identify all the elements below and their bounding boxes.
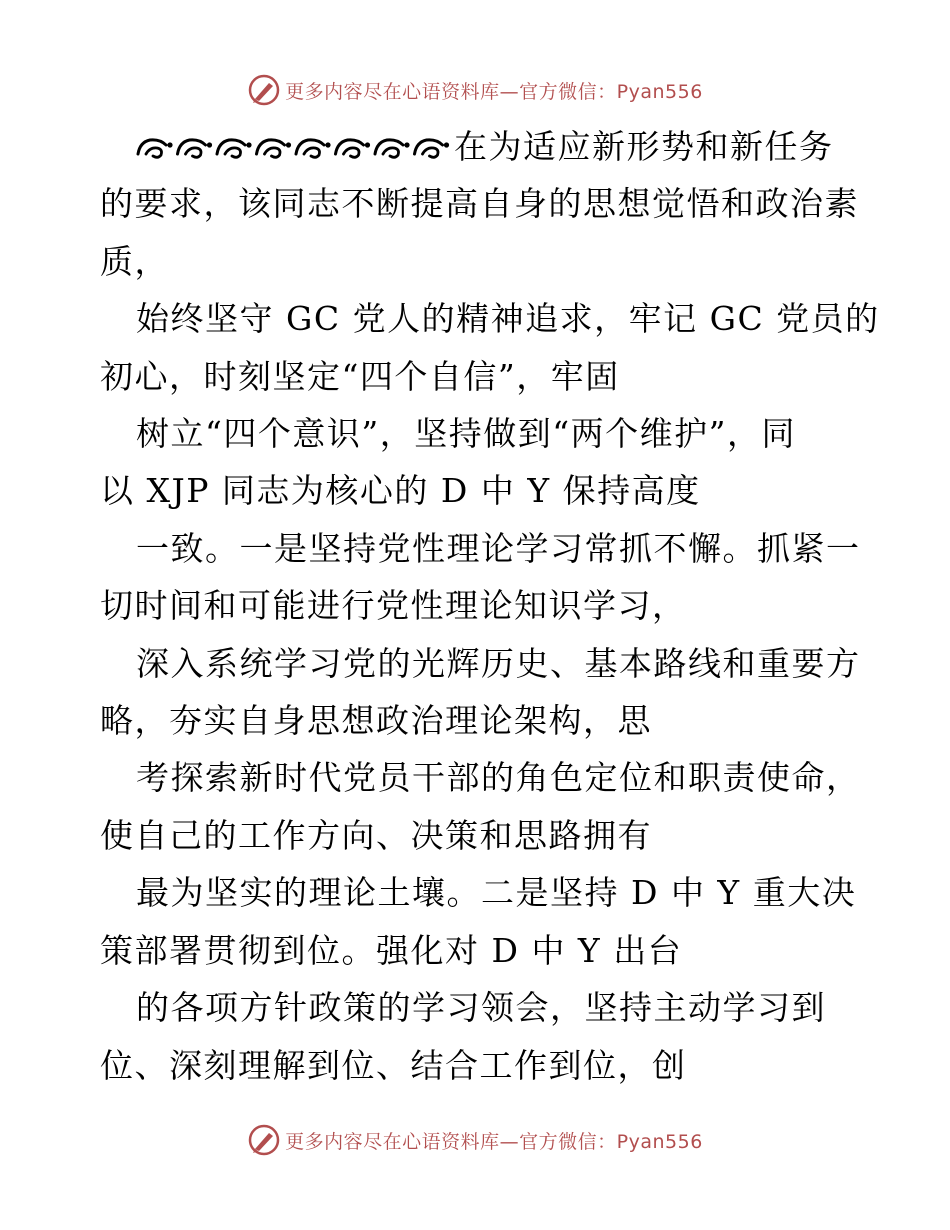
paragraph-line: 初心，时刻坚定“四个自信”，牢固 [100,356,620,396]
paragraph-line: 的要求，该同志不断提高自身的思想觉悟和政治素 [100,184,859,224]
paragraph-line: 策部署贯彻到位。强化对 D 中 Y 出台 [100,930,683,970]
paragraph-line: 始终坚守 GC 党人的精神追求，牢记 GC 党员的 [136,299,880,339]
paragraph-line: 考探索新时代党员干部的角色定位和职责使命， [136,758,861,798]
paragraph-line: 质， [100,241,169,281]
document-body [100,118,880,1094]
pen-logo-icon [247,1123,281,1157]
header-watermark [0,70,950,110]
paragraph-line: 的各项方针政策的学习领会，坚持主动学习到 [136,988,826,1028]
paragraph-line [100,118,860,175]
paragraph-line: 以 XJP 同志为核心的 D 中 Y 保持高度 [100,471,701,511]
paragraph-line: 略，夯实自身思想政治理论架构，思 [100,701,652,741]
paragraph-line: 最为坚实的理论土壤。二是坚持 D 中 Y 重大决 [136,873,857,913]
paragraph-line: 树立“四个意识”，坚持做到“两个维护”，同 [136,414,796,454]
pen-logo-icon [247,73,281,107]
paragraph-line: 深入系统学习党的光辉历史、基本路线和重要方 [136,643,861,683]
paragraph-line: 位、深刻理解到位、结合工作到位，创 [100,1045,687,1085]
line-text: 在为适应新形势和新任务 [454,127,834,166]
paragraph-line: 切时间和可能进行党性理论知识学习， [100,586,687,626]
paragraph-line: 使自己的工作方向、决策和思路拥有 [100,815,652,855]
watermark-text: 更多内容尽在心语资料库—官方微信：Pyan556 [285,80,703,103]
ornament-decoration-icon [136,134,452,160]
watermark-text: 更多内容尽在心语资料库—官方微信：Pyan556 [285,1130,703,1153]
footer-watermark [0,1120,950,1160]
paragraph-line: 一致。一是坚持党性理论学习常抓不懈。抓紧一 [136,528,861,568]
